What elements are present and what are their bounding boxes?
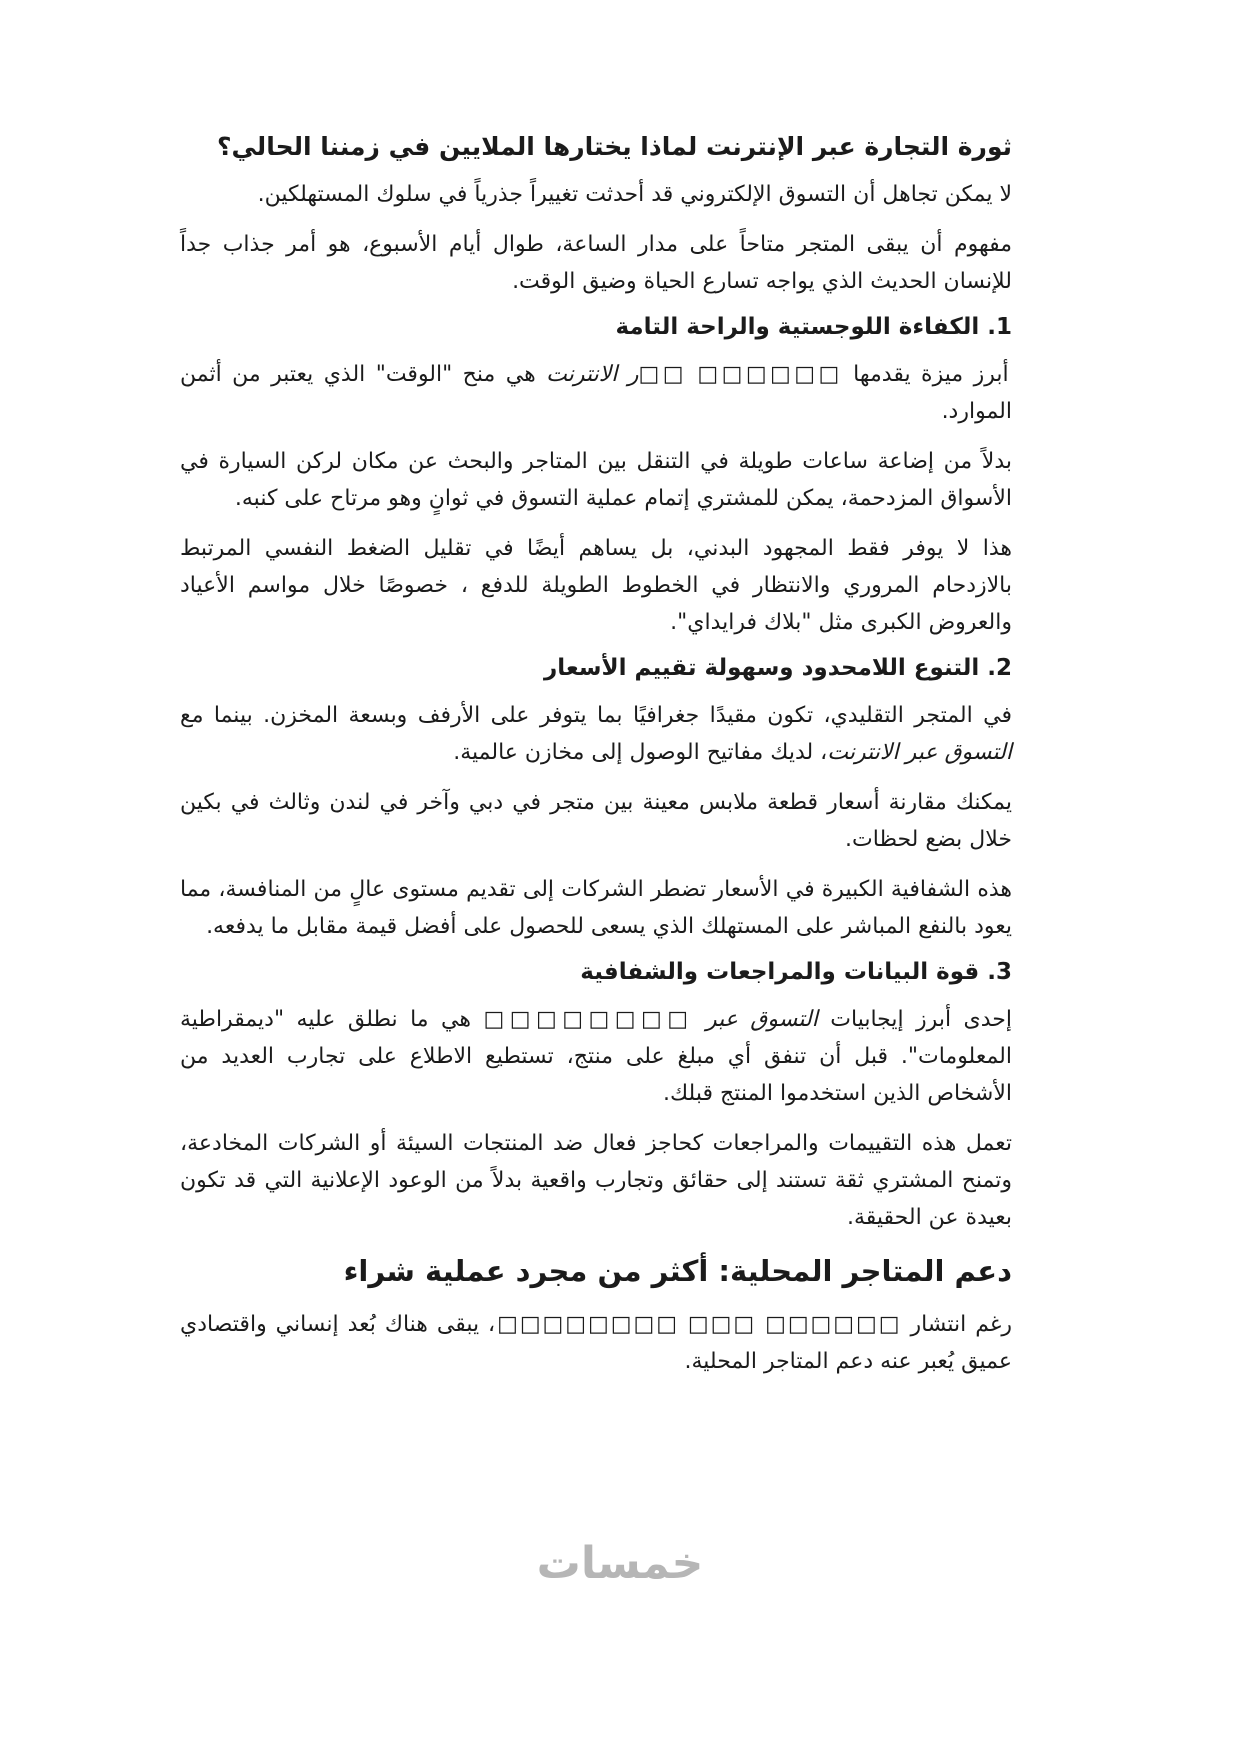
text-run: في المتجر التقليدي، تكون مقيدًا جغرافيًا بما يتوفر على الأرفف وبسعة المخزن. بينما مع	[180, 702, 1012, 728]
intro-paragraph-1: لا يمكن تجاهل أن التسوق الإلكتروني قد أحدثت تغييراً جذرياً في سلوك المستهلكين.	[257, 181, 1012, 207]
text-run-italic: التسوق عبر	[705, 1006, 818, 1032]
section-2-paragraph-3: هذه الشفافية الكبيرة في الأسعار تضطر الشركات إلى تقديم مستوى عالٍ من المنافسة، مما يعود بالنفع المباشر على المستهلك الذي يسعى للحصول على أفضل قيمة مقابل ما يدفعه.	[180, 876, 1012, 939]
text-run-italic: ر الانترنت	[546, 361, 639, 387]
text-run: ، لديك مفاتيح الوصول إلى مخازن عالمية.	[453, 739, 828, 765]
khamsat-watermark-logo: خمسات	[536, 1538, 704, 1589]
section-1-heading: 1. الكفاءة اللوجستية والراحة التامة	[615, 313, 1012, 340]
section-2-heading: 2. التنوع اللامحدود وسهولة تقييم الأسعار	[544, 654, 1012, 681]
section-1-paragraph-3: هذا لا يوفر فقط المجهود البدني، بل يساهم أيضًا في تقليل الضغط النفسي المرتبط بالازدحام المروري والانتظار في الخطوط الطويلة للدفع ، خصوصًا خلال مواسم الأعياد والعروض الكبرى مثل "بلاك فرايداي".	[180, 535, 1012, 635]
section-2-paragraph-2: يمكنك مقارنة أسعار قطعة ملابس معينة بين متجر في دبي وآخر في لندن وثالث في بكين خلال بضع لحظات.	[180, 789, 1012, 852]
text-run: إحدى أبرز إيجابيات	[817, 1006, 1012, 1032]
section-1-paragraph-1	[180, 356, 1012, 430]
section-3-paragraph-2: تعمل هذه التقييمات والمراجعات كحاجز فعال ضد المنتجات السيئة أو الشركات المخادعة، وتمنح المشتري ثقة تستند إلى حقائق وتجارب واقعية بدلاً من الوعود الإعلانية التي قد تكون بعيدة عن الحقيقة.	[180, 1130, 1012, 1230]
section-3-heading: 3. قوة البيانات والمراجعات والشفافية	[580, 958, 1012, 985]
text-run: □□□□□□□□ هي ما نطلق عليه "ديمقراطية المعلومات". قبل أن تنفق أي مبلغ على منتج، تستطيع الاطلاع على تجارب العديد من الأشخاص الذين استخدموا المنتج قبلك.	[180, 1006, 1012, 1106]
section-4-paragraph-1: رغم انتشار □□□□□□ □□□ □□□□□□□□، يبقى هناك بُعد إنساني واقتصادي عميق يُعبر عنه دعم المتاجر المحلية.	[180, 1311, 1012, 1374]
section-1-paragraph-2: بدلاً من إضاعة ساعات طويلة في التنقل بين المتاجر والبحث عن مكان لركن السيارة في الأسواق المزدحمة، يمكن للمشتري إتمام عملية التسوق في ثوانٍ وهو مرتاح على كنبه.	[180, 448, 1012, 511]
intro-paragraph-2: مفهوم أن يبقى المتجر متاحاً على مدار الساعة، طوال أيام الأسبوع، هو أمر جذاب جداً للإنسان الحديث الذي يواجه تسارع الحياة وضيق الوقت.	[180, 231, 1012, 294]
section-3-paragraph-1	[180, 1001, 1012, 1112]
section-4-heading: دعم المتاجر المحلية: أكثر من مجرد عملية شراء	[343, 1253, 1012, 1288]
document-content	[180, 128, 1012, 1393]
text-run-italic: التسوق عبر الانترنت	[827, 739, 1012, 765]
text-run: أبرز ميزة يقدمها □□□□□□ □□	[638, 361, 1009, 387]
section-2-paragraph-1	[180, 697, 1012, 771]
document-title: ثورة التجارة عبر الإنترنت لماذا يختارها الملايين في زمننا الحالي؟	[217, 132, 1012, 161]
text-run: هي منح "الوقت" الذي يعتبر من أثمن الموارد.	[180, 361, 1012, 424]
